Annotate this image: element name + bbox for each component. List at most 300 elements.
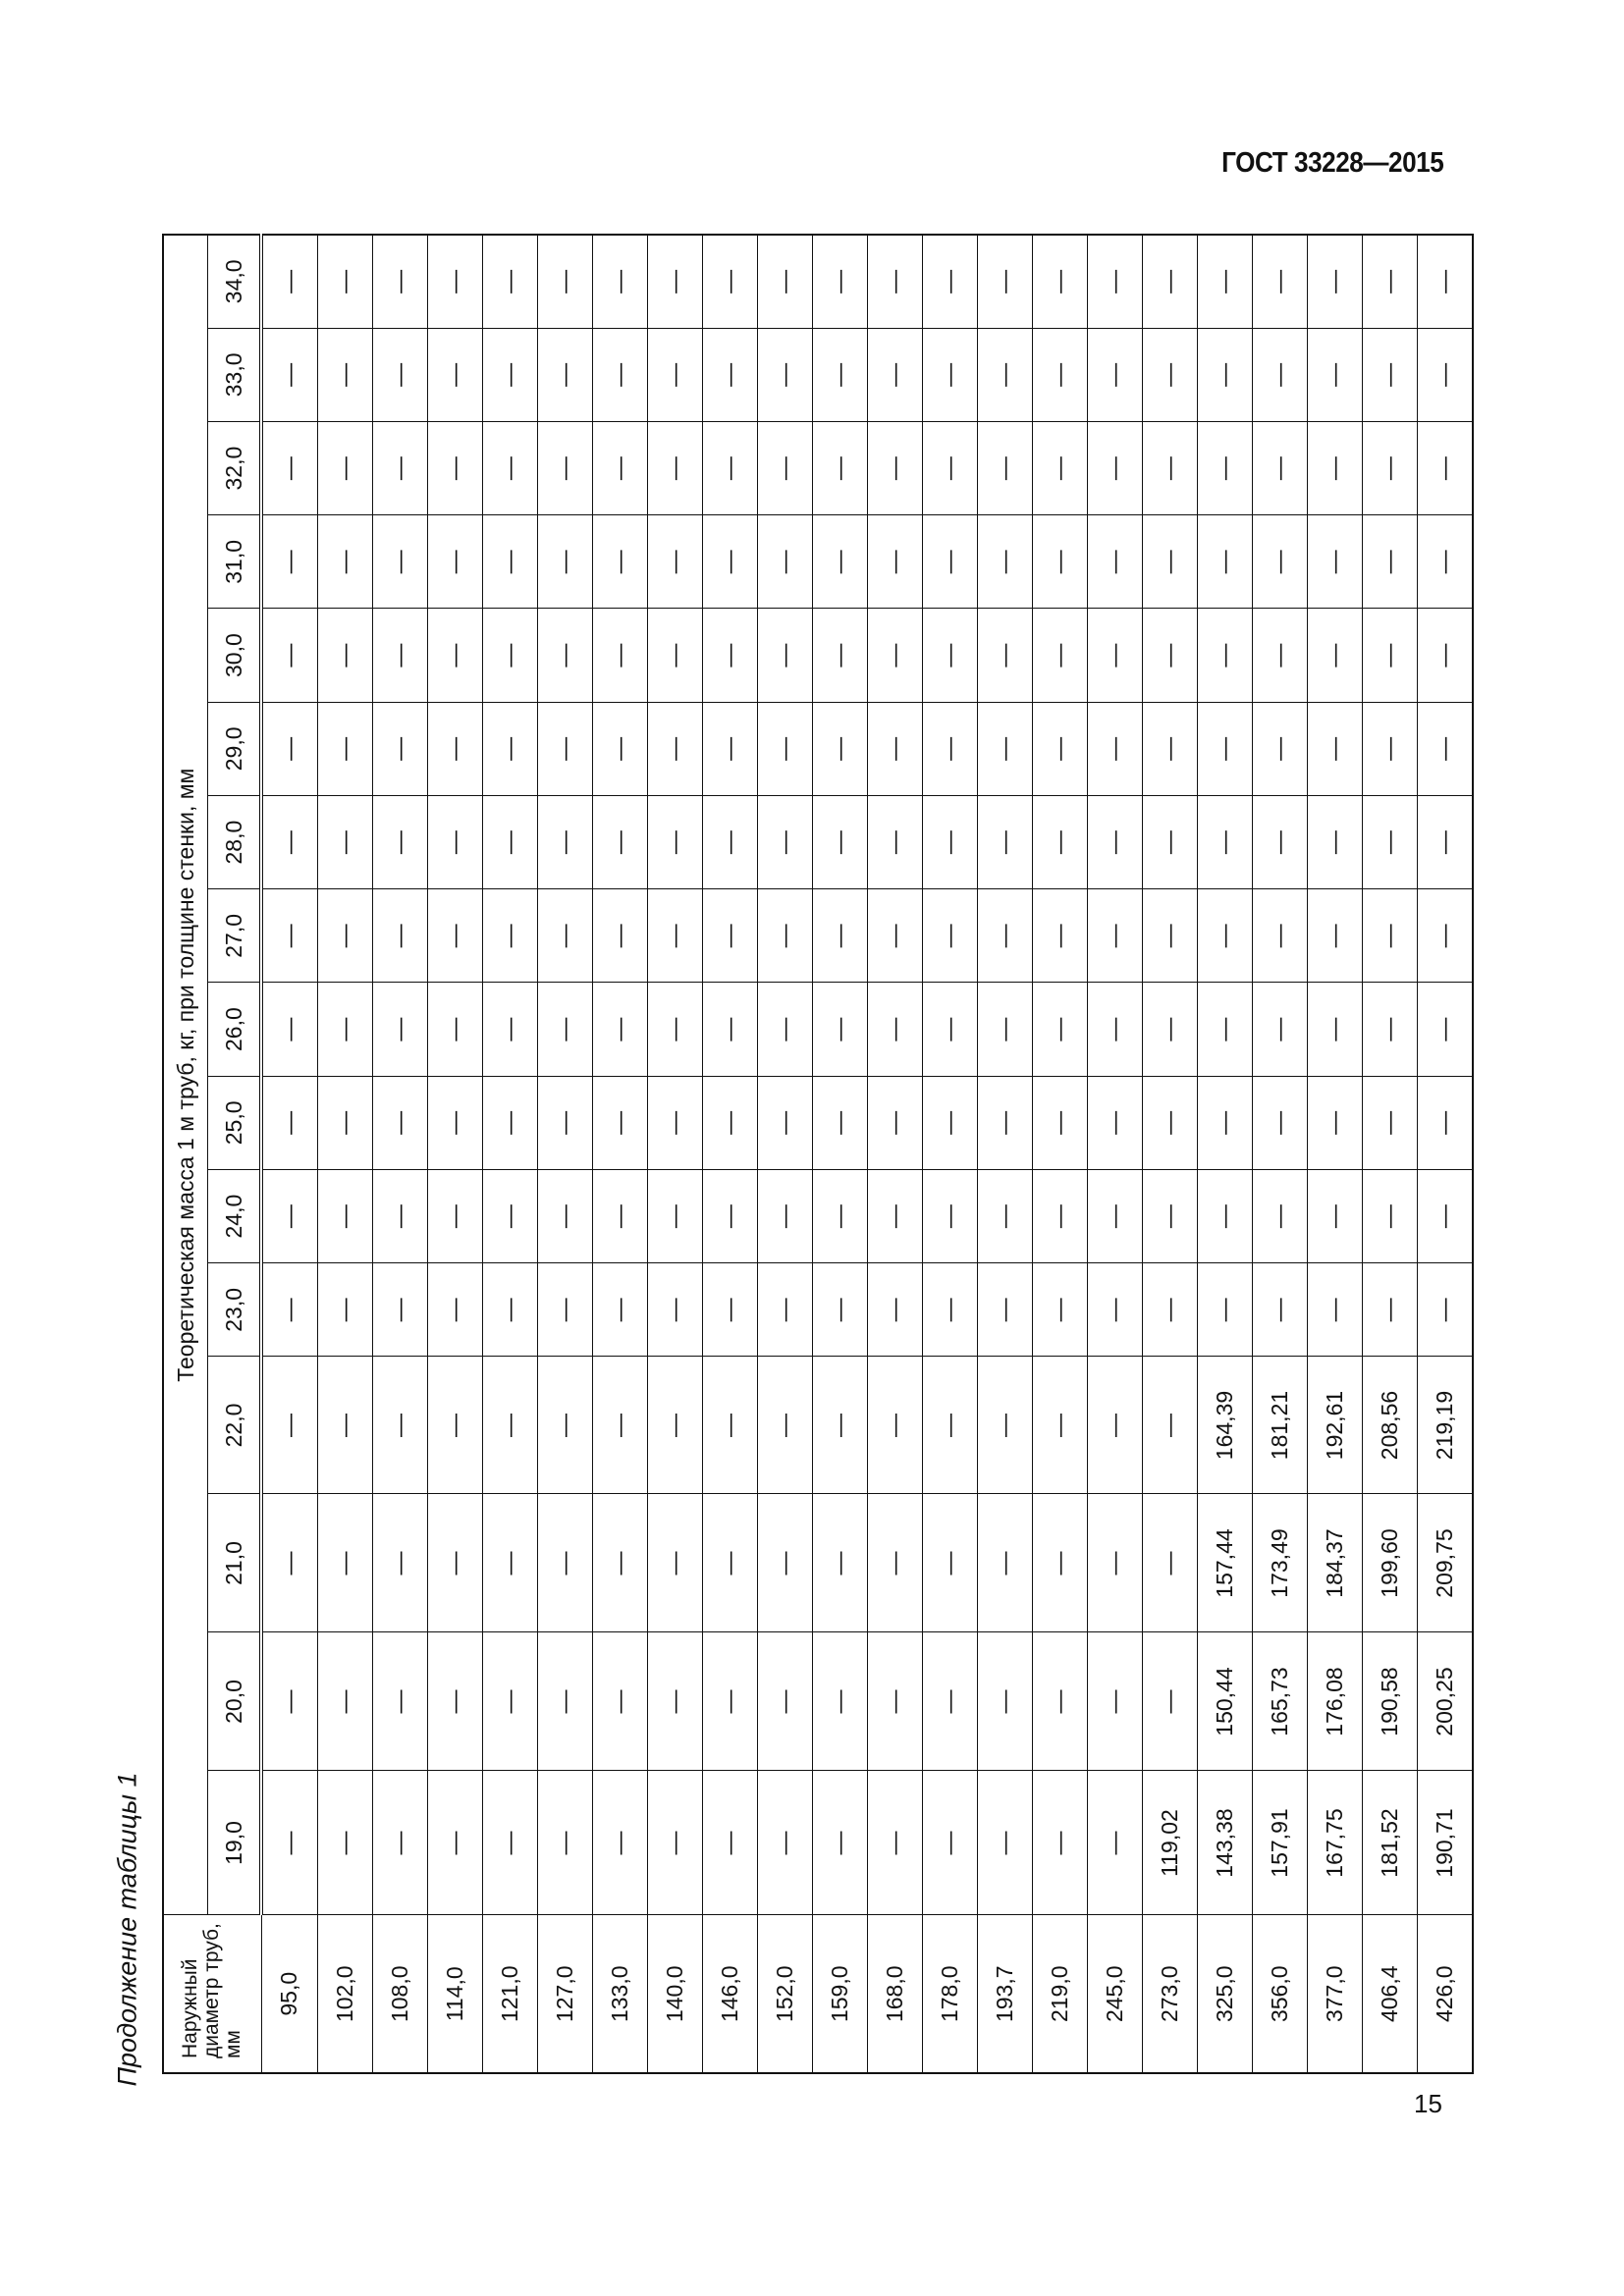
mass-cell: — <box>978 515 1033 609</box>
mass-cell: — <box>1253 889 1308 983</box>
mass-cell: — <box>923 983 978 1076</box>
thickness-header: 34,0 <box>208 235 262 328</box>
mass-cell: — <box>1198 515 1253 609</box>
mass-cell: — <box>703 235 758 328</box>
mass-cell: — <box>483 1263 538 1357</box>
diameter-cell: 219,0 <box>1033 1915 1088 2073</box>
mass-table <box>162 234 1474 2074</box>
mass-cell: — <box>813 983 868 1076</box>
mass-cell: 190,58 <box>1363 1632 1418 1771</box>
mass-cell: — <box>758 889 813 983</box>
mass-cell: — <box>593 1632 648 1771</box>
mass-cell: — <box>318 983 373 1076</box>
mass-cell: — <box>1033 328 1088 421</box>
mass-cell: — <box>758 328 813 421</box>
diameter-cell: 152,0 <box>758 1915 813 2073</box>
mass-cell: — <box>813 1771 868 1915</box>
mass-cell: — <box>1088 983 1143 1076</box>
mass-cell: — <box>1088 1357 1143 1494</box>
mass-cell: — <box>428 1494 483 1632</box>
mass-cell: — <box>923 235 978 328</box>
diameter-cell: 356,0 <box>1253 1915 1308 2073</box>
mass-cell: — <box>1418 328 1474 421</box>
mass-cell: — <box>1198 422 1253 515</box>
mass-cell: — <box>1088 889 1143 983</box>
mass-cell: — <box>813 1170 868 1263</box>
mass-cell: — <box>1088 1771 1143 1915</box>
mass-cell: — <box>538 702 593 795</box>
mass-cell: — <box>593 609 648 702</box>
mass-cell: — <box>1363 796 1418 889</box>
diameter-cell: 108,0 <box>373 1915 428 2073</box>
mass-cell: — <box>1088 235 1143 328</box>
mass-cell: — <box>813 1357 868 1494</box>
mass-cell: 150,44 <box>1198 1632 1253 1771</box>
mass-cell: 164,39 <box>1198 1357 1253 1494</box>
mass-cell: — <box>978 1357 1033 1494</box>
mass-cell: — <box>483 609 538 702</box>
mass-cell: — <box>318 1170 373 1263</box>
mass-cell: — <box>1033 609 1088 702</box>
mass-cell: — <box>1033 983 1088 1076</box>
mass-cell: — <box>648 1632 703 1771</box>
mass-cell: — <box>1143 983 1198 1076</box>
mass-cell: 219,19 <box>1418 1357 1474 1494</box>
mass-cell: — <box>483 983 538 1076</box>
mass-cell: — <box>1198 328 1253 421</box>
mass-cell: — <box>373 702 428 795</box>
mass-cell: — <box>261 1632 318 1771</box>
diameter-cell: 121,0 <box>483 1915 538 2073</box>
mass-cell: — <box>483 1170 538 1263</box>
mass-cell: — <box>648 422 703 515</box>
mass-cell: — <box>593 328 648 421</box>
diameter-cell: 245,0 <box>1088 1915 1143 2073</box>
mass-cell: — <box>318 796 373 889</box>
mass-cell: — <box>538 1170 593 1263</box>
mass-cell: — <box>1143 1357 1198 1494</box>
mass-cell: — <box>318 1632 373 1771</box>
mass-cell: — <box>1198 889 1253 983</box>
mass-cell: — <box>1198 1263 1253 1357</box>
mass-cell: — <box>1418 422 1474 515</box>
mass-cell: 176,08 <box>1308 1632 1363 1771</box>
diameter-cell: 159,0 <box>813 1915 868 2073</box>
mass-cell: — <box>261 422 318 515</box>
mass-cell: 192,61 <box>1308 1357 1363 1494</box>
thickness-header: 20,0 <box>208 1632 262 1771</box>
mass-cell: — <box>648 1263 703 1357</box>
mass-cell: — <box>1308 1076 1363 1169</box>
mass-cell: — <box>1308 1170 1363 1263</box>
mass-cell: — <box>373 609 428 702</box>
mass-cell: — <box>813 1076 868 1169</box>
mass-cell: — <box>538 422 593 515</box>
diameter-cell: 95,0 <box>261 1915 318 2073</box>
thickness-header: 29,0 <box>208 702 262 795</box>
mass-cell: 157,91 <box>1253 1771 1308 1915</box>
page-number: 15 <box>1414 2089 1442 2118</box>
mass-cell: — <box>1198 609 1253 702</box>
mass-cell: — <box>648 515 703 609</box>
mass-cell: — <box>318 609 373 702</box>
mass-cell: — <box>538 328 593 421</box>
mass-cell: — <box>1308 889 1363 983</box>
mass-cell: — <box>428 328 483 421</box>
mass-cell: — <box>428 702 483 795</box>
mass-cell: — <box>1088 796 1143 889</box>
mass-cell: 167,75 <box>1308 1771 1363 1915</box>
thickness-header: 33,0 <box>208 328 262 421</box>
mass-cell: — <box>813 515 868 609</box>
mass-cell: — <box>318 1494 373 1632</box>
mass-cell: — <box>1143 609 1198 702</box>
mass-cell: — <box>923 328 978 421</box>
mass-cell: — <box>373 422 428 515</box>
mass-cell: — <box>483 702 538 795</box>
table-row <box>923 235 978 2073</box>
mass-cell: — <box>923 889 978 983</box>
mass-cell: — <box>703 702 758 795</box>
mass-cell: 208,56 <box>1363 1357 1418 1494</box>
mass-cell: — <box>373 235 428 328</box>
mass-cell: — <box>318 235 373 328</box>
mass-cell: — <box>758 422 813 515</box>
thickness-header: 32,0 <box>208 422 262 515</box>
mass-cell: — <box>978 1632 1033 1771</box>
mass-cell: — <box>648 609 703 702</box>
mass-cell: 200,25 <box>1418 1632 1474 1771</box>
mass-cell: — <box>868 1170 923 1263</box>
table-row <box>483 235 538 2073</box>
mass-cell: — <box>758 1076 813 1169</box>
mass-cell: — <box>593 1076 648 1169</box>
mass-cell: — <box>703 1076 758 1169</box>
mass-cell: — <box>758 1357 813 1494</box>
mass-cell: — <box>978 1263 1033 1357</box>
mass-cell: — <box>1418 702 1474 795</box>
mass-cell: — <box>703 889 758 983</box>
mass-cell: — <box>373 889 428 983</box>
table-row <box>1253 235 1308 2073</box>
mass-cell: — <box>538 1357 593 1494</box>
mass-cell: — <box>538 609 593 702</box>
mass-cell: — <box>648 1076 703 1169</box>
mass-cell: 190,71 <box>1418 1771 1474 1915</box>
mass-cell: — <box>593 515 648 609</box>
mass-cell: — <box>1418 796 1474 889</box>
table-caption: Продолжение таблицы 1 <box>112 1772 142 2087</box>
mass-cell: — <box>318 422 373 515</box>
mass-cell: — <box>648 1357 703 1494</box>
mass-cell: — <box>813 422 868 515</box>
mass-cell: — <box>373 1494 428 1632</box>
mass-cell: — <box>1363 889 1418 983</box>
table-row <box>428 235 483 2073</box>
mass-cell: — <box>868 889 923 983</box>
mass-cell: — <box>1418 1170 1474 1263</box>
table-row <box>373 235 428 2073</box>
mass-cell: — <box>261 1170 318 1263</box>
mass-cell: — <box>483 889 538 983</box>
table-row <box>703 235 758 2073</box>
mass-cell: — <box>758 983 813 1076</box>
mass-cell: — <box>1143 1494 1198 1632</box>
mass-cell: — <box>1363 1170 1418 1263</box>
mass-cell: — <box>1253 983 1308 1076</box>
mass-cell: — <box>1253 235 1308 328</box>
mass-cell: — <box>261 609 318 702</box>
mass-cell: — <box>593 1494 648 1632</box>
mass-cell: — <box>483 235 538 328</box>
mass-cell: — <box>261 1076 318 1169</box>
mass-cell: — <box>428 515 483 609</box>
thickness-header: 22,0 <box>208 1357 262 1494</box>
mass-cell: — <box>703 328 758 421</box>
mass-cell: — <box>1088 1076 1143 1169</box>
mass-cell: — <box>1143 889 1198 983</box>
mass-cell: — <box>483 422 538 515</box>
mass-cell: — <box>1363 609 1418 702</box>
thickness-header: 24,0 <box>208 1170 262 1263</box>
mass-cell: — <box>758 796 813 889</box>
mass-cell: — <box>703 422 758 515</box>
mass-cell: — <box>373 1170 428 1263</box>
mass-cell: — <box>703 796 758 889</box>
mass-cell: — <box>1198 1076 1253 1169</box>
mass-cell: — <box>648 235 703 328</box>
thickness-header: 25,0 <box>208 1076 262 1169</box>
table-row <box>1308 235 1363 2073</box>
table-row <box>868 235 923 2073</box>
mass-cell: — <box>868 422 923 515</box>
mass-cell: — <box>428 422 483 515</box>
mass-cell: — <box>1198 235 1253 328</box>
mass-cell: — <box>538 983 593 1076</box>
mass-cell: — <box>1143 796 1198 889</box>
mass-cell: — <box>1418 515 1474 609</box>
mass-cell: — <box>813 889 868 983</box>
mass-cell: — <box>318 702 373 795</box>
group-header: Теоретическая масса 1 м труб, кг, при толщине стенки, мм <box>163 235 208 1915</box>
mass-cell: — <box>1033 889 1088 983</box>
mass-cell: — <box>1253 702 1308 795</box>
diameter-header: Наружный диаметр труб, мм <box>163 1915 261 2073</box>
mass-cell: — <box>1143 1076 1198 1169</box>
mass-cell: — <box>428 235 483 328</box>
mass-cell: — <box>758 1170 813 1263</box>
mass-cell: — <box>978 609 1033 702</box>
thickness-header: 19,0 <box>208 1771 262 1915</box>
mass-cell: — <box>1088 1263 1143 1357</box>
mass-cell: — <box>703 1771 758 1915</box>
mass-cell: — <box>1253 1170 1308 1263</box>
mass-cell: — <box>1363 235 1418 328</box>
diameter-cell: 178,0 <box>923 1915 978 2073</box>
mass-cell: — <box>1033 1771 1088 1915</box>
mass-cell: — <box>1033 1357 1088 1494</box>
mass-cell: — <box>813 609 868 702</box>
mass-cell: — <box>1088 1170 1143 1263</box>
mass-cell: — <box>593 1170 648 1263</box>
thickness-header: 23,0 <box>208 1263 262 1357</box>
mass-cell: — <box>1033 1632 1088 1771</box>
mass-cell: — <box>978 702 1033 795</box>
mass-cell: — <box>261 889 318 983</box>
diameter-cell: 273,0 <box>1143 1915 1198 2073</box>
mass-cell: 173,49 <box>1253 1494 1308 1632</box>
mass-cell: — <box>923 609 978 702</box>
mass-cell: — <box>1418 1076 1474 1169</box>
mass-cell: — <box>1088 422 1143 515</box>
mass-cell: — <box>923 1494 978 1632</box>
mass-cell: — <box>813 702 868 795</box>
mass-cell: — <box>648 889 703 983</box>
mass-cell: — <box>758 515 813 609</box>
mass-cell: — <box>648 702 703 795</box>
mass-cell: — <box>428 1076 483 1169</box>
mass-cell: — <box>538 889 593 983</box>
mass-cell: — <box>868 1263 923 1357</box>
table-row <box>758 235 813 2073</box>
mass-cell: — <box>868 702 923 795</box>
mass-cell: — <box>261 702 318 795</box>
mass-cell: — <box>261 983 318 1076</box>
mass-cell: — <box>1308 702 1363 795</box>
mass-cell: — <box>978 1076 1033 1169</box>
mass-cell: — <box>1143 1632 1198 1771</box>
mass-cell: — <box>978 889 1033 983</box>
mass-cell: — <box>648 983 703 1076</box>
mass-cell: — <box>703 1170 758 1263</box>
mass-cell: — <box>868 983 923 1076</box>
mass-cell: — <box>318 1263 373 1357</box>
mass-cell: 165,73 <box>1253 1632 1308 1771</box>
table-row <box>1363 235 1418 2073</box>
mass-cell: — <box>1253 422 1308 515</box>
mass-cell: — <box>1418 983 1474 1076</box>
mass-cell: — <box>868 1357 923 1494</box>
mass-cell: — <box>703 1632 758 1771</box>
mass-cell: — <box>1363 328 1418 421</box>
mass-cell: — <box>318 1771 373 1915</box>
mass-cell: — <box>923 1170 978 1263</box>
mass-cell: — <box>428 609 483 702</box>
mass-cell: — <box>978 1494 1033 1632</box>
mass-cell: — <box>428 983 483 1076</box>
diameter-cell: 168,0 <box>868 1915 923 2073</box>
mass-cell: — <box>593 889 648 983</box>
mass-cell: — <box>318 1076 373 1169</box>
mass-cell: — <box>428 1632 483 1771</box>
mass-cell: — <box>428 1263 483 1357</box>
mass-cell: — <box>758 702 813 795</box>
mass-cell: — <box>978 1170 1033 1263</box>
thickness-header: 30,0 <box>208 609 262 702</box>
table-row <box>1033 235 1088 2073</box>
mass-cell: — <box>648 796 703 889</box>
mass-cell: — <box>483 1632 538 1771</box>
mass-cell: — <box>1418 609 1474 702</box>
mass-cell: — <box>318 1357 373 1494</box>
mass-cell: — <box>758 1494 813 1632</box>
mass-cell: — <box>593 1263 648 1357</box>
mass-cell: — <box>261 235 318 328</box>
mass-cell: — <box>373 1263 428 1357</box>
thickness-header: 27,0 <box>208 889 262 983</box>
mass-cell: — <box>923 702 978 795</box>
mass-cell: — <box>1143 1263 1198 1357</box>
table-row <box>1418 235 1474 2073</box>
diameter-cell: 406,4 <box>1363 1915 1418 2073</box>
mass-cell: — <box>373 1076 428 1169</box>
mass-cell: — <box>868 1494 923 1632</box>
mass-cell: — <box>758 1263 813 1357</box>
table-row <box>1198 235 1253 2073</box>
mass-cell: — <box>1143 702 1198 795</box>
mass-cell: — <box>1308 796 1363 889</box>
mass-cell: 209,75 <box>1418 1494 1474 1632</box>
mass-cell: — <box>593 796 648 889</box>
mass-cell: — <box>1088 1632 1143 1771</box>
mass-cell: — <box>978 422 1033 515</box>
mass-cell: 184,37 <box>1308 1494 1363 1632</box>
mass-cell: — <box>261 1494 318 1632</box>
mass-cell: 119,02 <box>1143 1771 1198 1915</box>
mass-cell: — <box>318 515 373 609</box>
mass-table-rotated <box>162 236 1458 2074</box>
table-row <box>813 235 868 2073</box>
mass-cell: — <box>758 609 813 702</box>
mass-cell: — <box>261 515 318 609</box>
mass-cell: — <box>1033 235 1088 328</box>
mass-cell: — <box>1088 328 1143 421</box>
mass-cell: — <box>868 1076 923 1169</box>
mass-cell: — <box>373 796 428 889</box>
mass-cell: — <box>593 702 648 795</box>
table-row <box>1088 235 1143 2073</box>
diameter-cell: 193,7 <box>978 1915 1033 2073</box>
mass-cell: — <box>483 515 538 609</box>
mass-cell: — <box>1033 515 1088 609</box>
mass-cell: — <box>978 235 1033 328</box>
mass-cell: — <box>813 328 868 421</box>
mass-cell: — <box>483 1494 538 1632</box>
mass-cell: — <box>483 796 538 889</box>
mass-cell: — <box>923 515 978 609</box>
table-row <box>648 235 703 2073</box>
mass-cell: — <box>1308 1263 1363 1357</box>
table-row <box>978 235 1033 2073</box>
mass-cell: — <box>538 1771 593 1915</box>
mass-cell: — <box>1363 702 1418 795</box>
mass-cell: — <box>868 609 923 702</box>
mass-cell: — <box>1198 702 1253 795</box>
mass-cell: — <box>1143 328 1198 421</box>
mass-cell: — <box>593 422 648 515</box>
mass-cell: — <box>1033 422 1088 515</box>
mass-cell: — <box>978 328 1033 421</box>
mass-cell: — <box>923 1632 978 1771</box>
mass-cell: — <box>483 1771 538 1915</box>
thickness-header: 26,0 <box>208 983 262 1076</box>
mass-cell: — <box>648 1771 703 1915</box>
mass-cell: — <box>1253 1076 1308 1169</box>
mass-cell: — <box>1308 328 1363 421</box>
mass-cell: — <box>648 1170 703 1263</box>
mass-cell: — <box>703 1357 758 1494</box>
mass-cell: — <box>593 983 648 1076</box>
